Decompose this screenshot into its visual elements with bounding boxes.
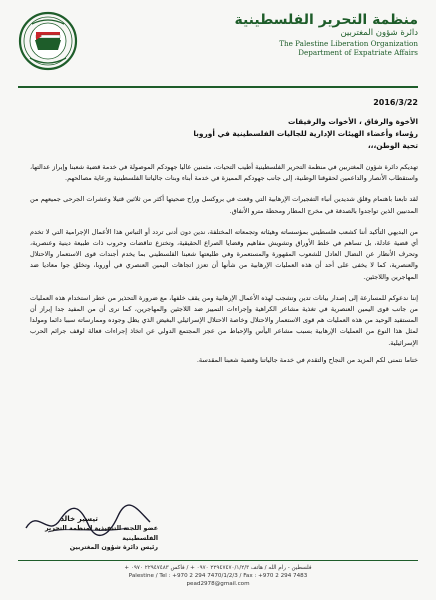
signatory-title-2: رئيس دائرة شؤون المغتربين [69, 544, 158, 551]
paragraph-1: تهديكم دائرة شؤون المغتربين في منظمة التحرير الفلسطينية أطيب التحيات، مثمنين عاليا جهودكم الموصولة في خدمة قضية شعبنا وإبراز عدالتها، واستقطاب الأنصار والداعمين لحقوقنا الوطنية، إلى جانب جهودكم المميزة في خدمة أبناء وبنات جالياتنا الفلسطينية ورعاية مصالحهم. [30, 163, 418, 183]
salutation-line-1: الأخوة والرفاق ، الأخوات والرفيقات [287, 117, 418, 126]
letterhead [188, 12, 418, 57]
footer [18, 564, 418, 588]
dept-name-ar: دائرة شؤون المغتربين [340, 28, 418, 38]
footer-divider [18, 560, 418, 561]
salutation-line-2: رؤساء وأعضاء الهيئات الإدارية للجاليات الفلسطينية في أوروبا [193, 129, 418, 138]
footer-email: pead2978@gmail.com [186, 581, 250, 587]
letter-date: 2016/3/22 [373, 98, 418, 107]
footer-address-ar: فلسطين - رام الله / هاتف ٢٢٩٤٧٤٧٠/١/٢/٣ ٠٩٧٠ + / فاكس ٢٢٩٤٧٤٨٣ ٠٩٧٠ + [124, 565, 312, 571]
header-divider [18, 86, 418, 88]
plo-emblem-icon [18, 10, 78, 72]
org-name-en: The Palestine Liberation Organization [279, 39, 418, 48]
paragraph-3: من البديهي التأكيد أننا كشعب فلسطيني بمؤسساته وهيئاته وتجمعاته المختلفة، ندين دون أدنى تردد أو التباس هذا الأعمال الإجرامية التي لا تخدم أي قضية عادلة، بل تساهم في خلط الأوراق وتشويش مفاهيم وقضايا الصراع الحقيقية، وتختزع تناقضات وحروب ذات طبيعة دينية وعنصرية، وتحرف الأنظار عن النضال العادل للشعوب المقهورة والمستعمرة وفي طليعتها شعبنا الفلسطيني بما يخدم أجندات قوى الاستعمار والاحتلال والعنصرية، كما لا يخفى على أحد أن هذه العمليات الإرهابية من شأنها أن تعزز اتجاهات اليمين العنصري في أوروبا، وتخلق جوا معاديا ضد المهاجرين واللاجئين. [30, 227, 418, 281]
footer-address-en: Palestine / Tel : +970 2 294 7470/1/2/3 / Fax : +970 2 294 7483 [128, 573, 308, 579]
salutation-line-3: تحية الوطن،،، [367, 141, 418, 150]
signatory-name: تيسير خالد [60, 514, 98, 523]
paragraph-2: لقد تابعنا باهتمام وقلق شديدين أنباء التفجيرات الإرهابية التي وقعت في بروكسل وراح ضحيتها أكثر من ثلاثين قتيلا وعشرات الجرحى جميعهم من المدنيين الذين تواجدوا بالصدفة في مخرج المطار ومحطة مترو الأنفاق. [30, 195, 418, 215]
signatory-title-1: عضو اللجنة التنفيذية لمنظمة التحرير الفلسطينية [45, 525, 158, 542]
org-name-ar: منظمة التحرير الفلسطينية [234, 12, 418, 28]
dept-name-en: Department of Expatriate Affairs [298, 48, 418, 57]
closing-line: ختاما نتمنى لكم المزيد من النجاح والتقدم في خدمة جالياتنا وقضية شعبنا المقدسة. [196, 356, 418, 365]
letter-body [30, 116, 418, 373]
signature-block [8, 514, 158, 553]
paragraph-4: إننا ندعوكم للمسارعة إلى إصدار بيانات تدين وتشجب لهذه الأعمال الإرهابية ومن يقف خلفها، مع ضرورة التحذير من خطر استخدام هذه العمليات من جانب قوى اليمين العنصرية في تغذية مشاعر الكراهية وإجراءات التمييز ضد اللاجئين والمهاجرين، كما نرى أن من المفيد جدا إبراز أن المستفيد الوحيد من هذه العمليات هم قوى الاستعمار والاحتلال وخاصة الاحتلال الإسرائيلي البغيض الذي يظل وجوده وممارساته سببا دائما ومولدا لمثل هذا النوع من العمليات الإرهابية بسبب مشاعر اليأس والإحباط من عجز المجتمع الدولي عن اتخاذ إجراءات فعالة لوقف جرائم الحرب الإسرائيلية. [30, 293, 418, 347]
